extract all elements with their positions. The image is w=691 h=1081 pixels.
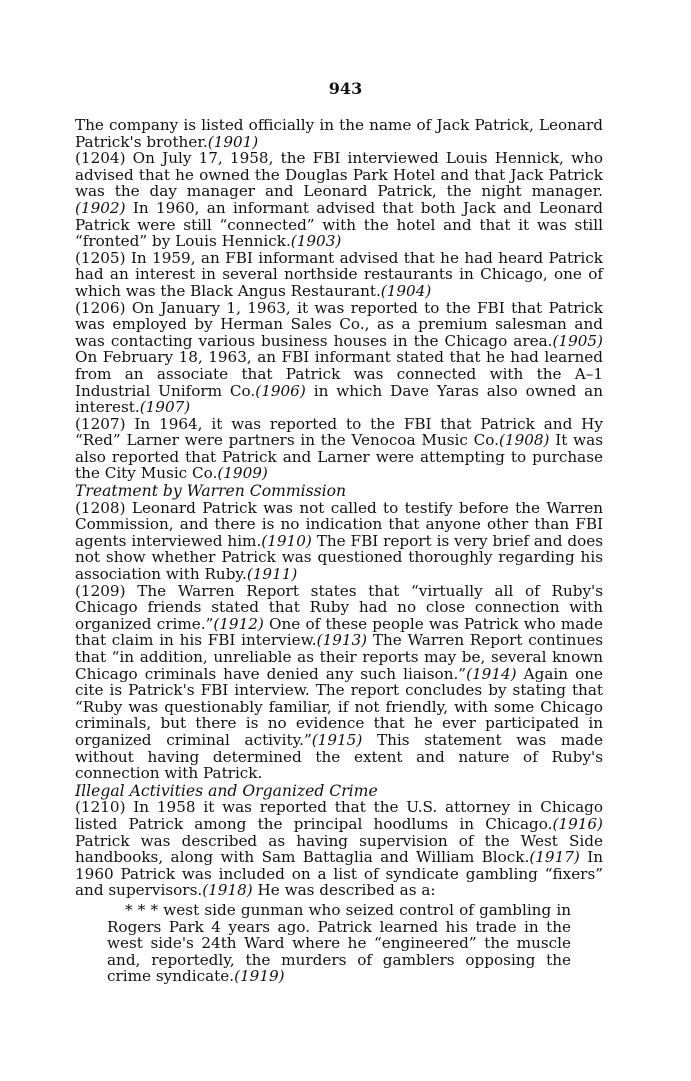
block-quote [107,902,571,985]
footnote-ref: (1909) [217,464,268,483]
paragraph-text: Patrick was described as having supervision of the West Side handbooks, along with Sam Battaglia and William Block. [75,831,603,867]
paragraph-1208 [75,500,603,583]
footnote-ref: (1918) [202,881,253,900]
paragraph-text: Again one cite is Patrick's FBI interview. The report concludes by stating that “Ruby was questionably familiar, if not friendly, with some Chicago criminals, but there is no evidence that he ever participated in organized criminal activity.” [75,664,604,749]
footnote-ref: (1911) [246,565,298,584]
paragraph-1210 [75,799,603,899]
paragraph-text: (1208) Leonard Patrick was not called to testify before the Warren Commission, and there is no indication that anyone other than FBI agents interviewed him. [75,498,603,550]
footnote-ref: (1901) [207,132,259,151]
paragraph-intro [75,117,603,150]
paragraph-text: On February 18, 1963, an FBI informant stated that he had learned from an associate that Patrick was connected with the A–1 Industrial Uniform Co. [75,348,603,400]
footnote-ref: (1915) [311,730,363,749]
paragraph-text: The company is listed officially in the name of Jack Patrick, Leonard Patrick's brother. [75,116,603,151]
footnote-ref: (1919) [234,967,285,986]
footnote-ref: (1916) [552,814,603,833]
footnote-ref: (1904) [380,281,432,300]
document-body [75,117,603,985]
section-heading-treatment: Treatment by Warren Commission [75,482,347,501]
paragraph-text: He was described as a: [252,881,436,900]
footnote-ref: (1914) [466,664,517,683]
footnote-ref: (1910) [261,531,312,550]
paragraph-1204 [75,150,603,250]
footnote-ref: (1903) [290,232,342,251]
paragraph-text: (1207) In 1964, it was reported to the FBI that Patrick and Hy “Red” Larner were partners in the Venocoa Music Co. [75,414,603,450]
paragraph-text: In 1960, an informant advised that both Jack and Leonard Patrick were still “connected” with the hotel and that it was still “fronted” by Louis Hennick. [75,198,603,251]
paragraph-text: (1209) The Warren Report states that “virtually all of Ruby's Chicago friends stated that Ruby had no close connection with organized crime.” [75,581,603,633]
paragraph-text: (1210) In 1958 it was reported that the U.S. attorney in Chicago listed Patrick among the principal hoodlums in Chicago. [75,798,603,833]
paragraph-1209 [75,583,603,782]
paragraph-text: The Warren Report continues that “in addition, unreliable as their reports may be, several known Chicago criminals have denied any such liaison.” [75,631,603,683]
page-number: 943 [328,79,363,98]
footnote-ref: (1907) [139,398,191,417]
paragraph-text: One of these people was Patrick who made that claim in his FBI interview. [75,614,603,650]
section-heading-illegal-activities: Illegal Activities and Organized Crime [75,781,378,800]
footnote-ref: (1902) [75,198,126,217]
footnote-ref: (1908) [498,431,550,450]
paragraph-text: in which Dave Yaras also owned an interest. [75,381,603,417]
paragraph-1205 [75,250,603,300]
paragraph-text: (1205) In 1959, an FBI informant advised that he had heard Patrick had an interest in several northside restaurants in Chicago, one of which was the Black Angus Restaurant. [75,248,603,300]
paragraph-text: The FBI report is very brief and does not show whether Patrick was questioned thoroughly regarding his association with Ruby. [75,531,603,584]
paragraph-text: It was also reported that Patrick and Larner were attempting to purchase the City Music Co. [75,431,603,483]
quote-text: * * * west side gunman who seized control of gambling in Rogers Park 4 years ago. Patrick learned his trade in the west side's 24th Ward where he “engineered” the muscle and, reportedly, the murders of gamblers opposing the crime syndicate. [107,900,571,986]
paragraph-text: (1204) On July 17, 1958, the FBI interviewed Louis Hennick, who advised that he owned the Douglas Park Hotel and that Jack Patrick was the day manager and Leonard Patrick, the night manager. [75,149,603,201]
footnote-ref: (1912) [213,614,264,633]
footnote-ref: (1913) [316,631,368,650]
paragraph-text: In 1960 Patrick was included on a list of syndicate gambling “fixers” and supervisors. [75,848,603,900]
footnote-ref: (1917) [529,848,580,867]
paragraph-1207 [75,416,603,482]
paragraph-1206 [75,300,603,416]
footnote-ref: (1906) [255,381,306,400]
paragraph-text: (1206) On January 1, 1963, it was reported to the FBI that Patrick was employed by Herman Sales Co., as a premium salesman and was contacting various business houses in the Chicago area. [75,298,603,350]
footnote-ref: (1905) [552,331,603,350]
paragraph-text: This statement was made without having determined the extent and nature of Ruby's connection with Patrick. [75,730,603,783]
